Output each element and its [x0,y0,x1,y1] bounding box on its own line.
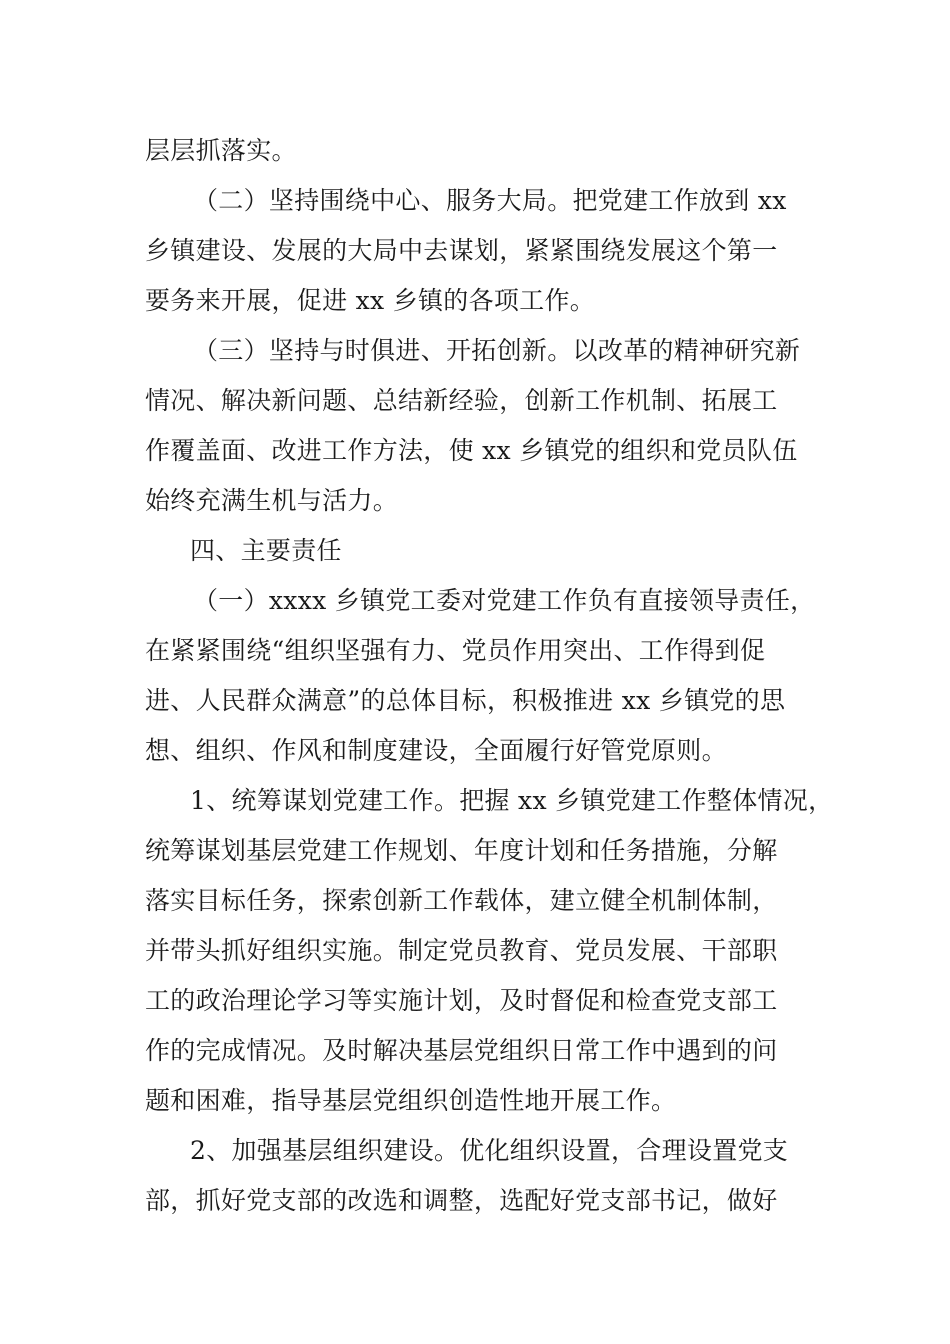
text-line: 要务来开展，促进 xx 乡镇的各项工作。 [145,286,596,315]
section-heading: 四、主要责任 [190,536,342,565]
text-line: 部，抓好党支部的改选和调整，选配好党支部书记，做好 [145,1186,778,1215]
text-line: 乡镇建设、发展的大局中去谋划，紧紧围绕发展这个第一 [145,236,778,265]
text-line: 作的完成情况。及时解决基层党组织日常工作中遇到的问 [145,1036,778,1065]
text-line: 工的政治理论学习等实施计划，及时督促和检查党支部工 [145,986,778,1015]
text-line: 层层抓落实。 [145,136,297,165]
text-line: 统筹谋划基层党建工作规划、年度计划和任务措施，分解 [145,836,778,865]
paragraph-first-line: （三）坚持与时俱进、开拓创新。以改革的精神研究新 [193,336,801,365]
paragraph-first-line: 1、统筹谋划党建工作。把握 xx 乡镇党建工作整体情况， [190,786,834,815]
paragraph-first-line: 2、加强基层组织建设。优化组织设置，合理设置党支 [190,1136,789,1165]
text-line: 情况、解决新问题、总结新经验，创新工作机制、拓展工 [145,386,778,415]
text-line: 始终充满生机与活力。 [145,486,399,515]
text-line: 进、人民群众满意”的总体目标，积极推进 xx 乡镇党的思 [145,686,786,715]
paragraph-first-line: （二）坚持围绕中心、服务大局。把党建工作放到 xx [193,186,787,215]
paragraph-first-line: （一）xxxx 乡镇党工委对党建工作负有直接领导责任， [193,586,816,615]
text-line: 想、组织、作风和制度建设，全面履行好管党原则。 [145,736,727,765]
text-line: 并带头抓好组织实施。制定党员教育、党员发展、干部职 [145,936,778,965]
text-line: 在紧紧围绕“组织坚强有力、党员作用突出、工作得到促 [145,636,766,665]
text-line: 题和困难，指导基层党组织创造性地开展工作。 [145,1086,677,1115]
text-line: 作覆盖面、改进工作方法，使 xx 乡镇党的组织和党员队伍 [145,436,798,465]
text-line: 落实目标任务，探索创新工作载体，建立健全机制体制， [145,886,778,915]
